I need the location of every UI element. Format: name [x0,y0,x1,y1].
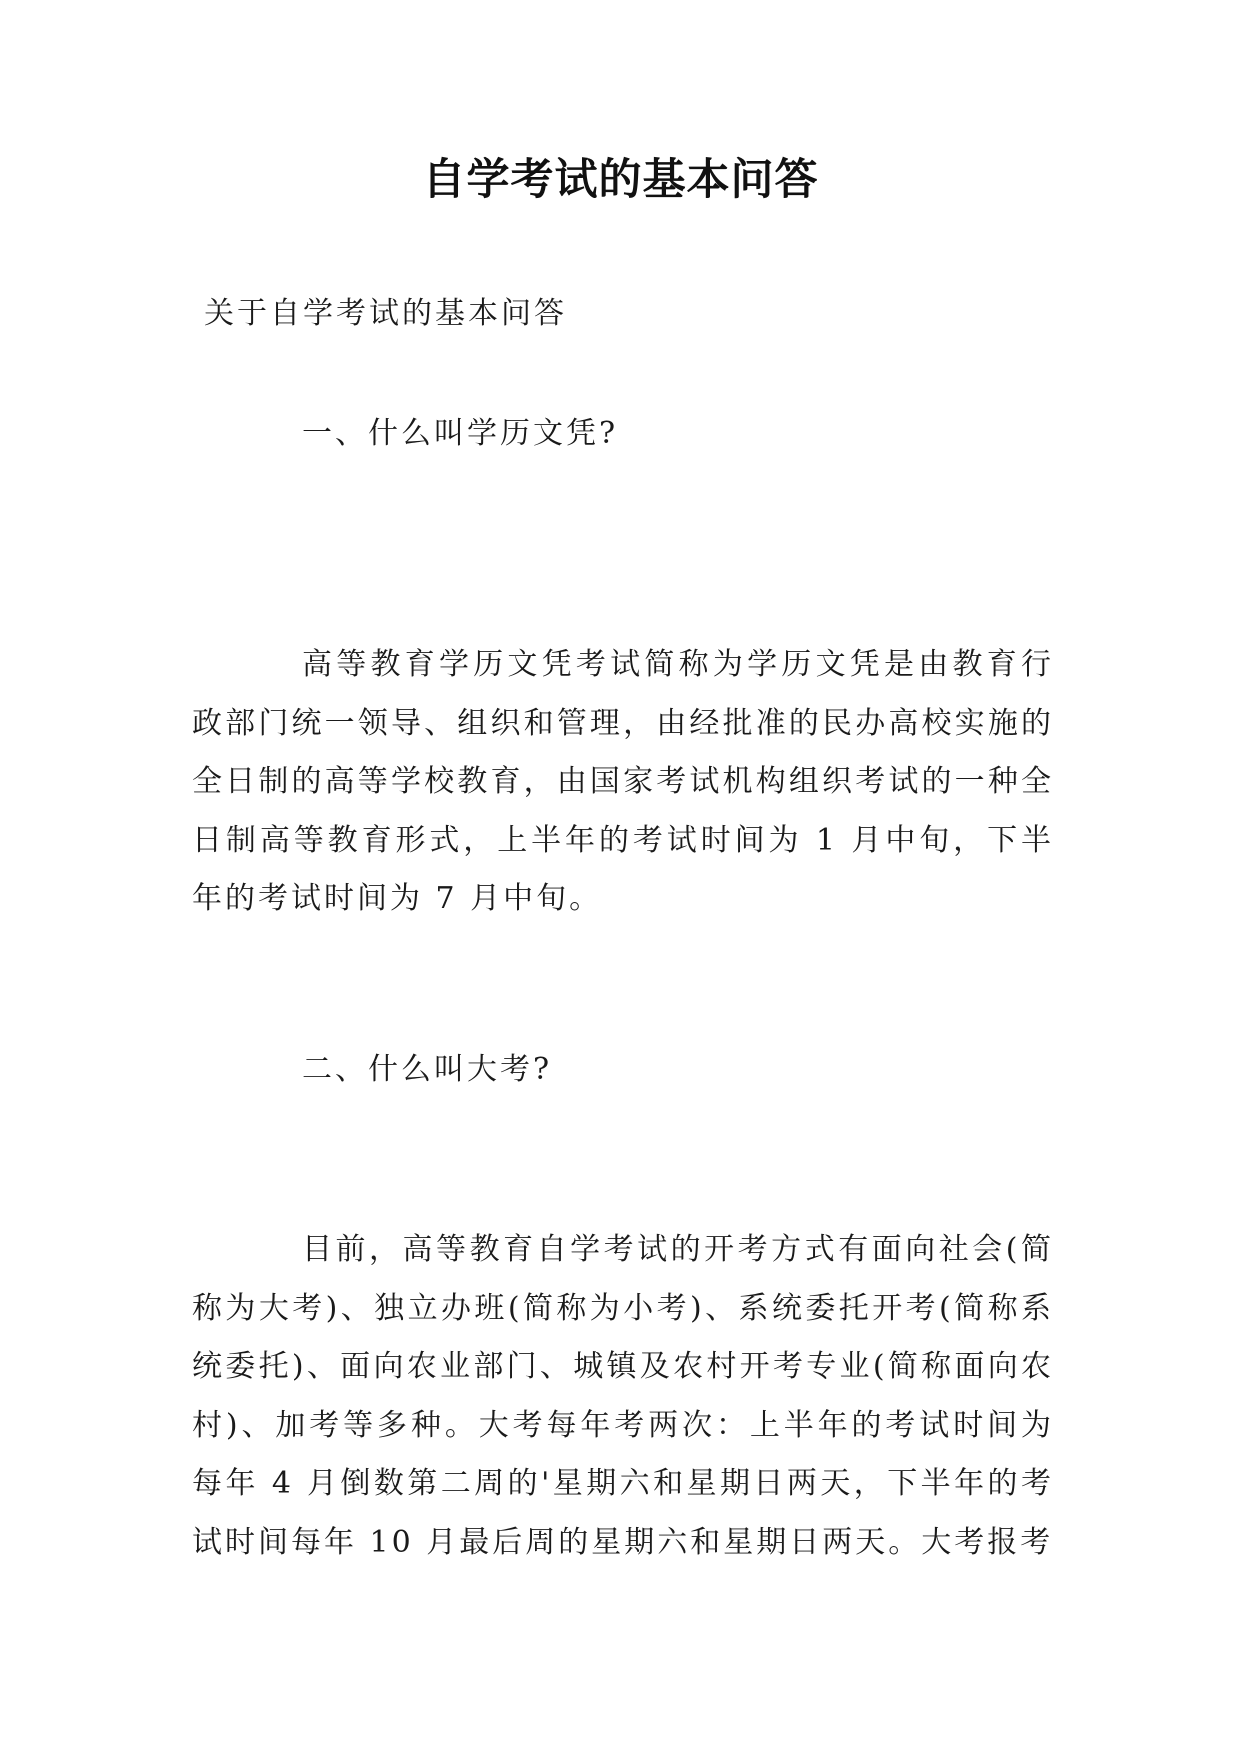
section-paragraph-1: 高等教育学历文凭考试简称为学历文凭是由教育行政部门统一领导、组织和管理，由经批准的民办高校实施的全日制的高等学校教育，由国家考试机构组织考试的一种全日制高等教育形式，上半年的考试时间为 1 月中旬，下半年的考试时间为 7 月中旬。 [192,647,1054,916]
section-paragraph-2: 目前，高等教育自学考试的开考方式有面向社会(简称为大考)、独立办班(简称为小考)、系统委托开考(简称系统委托)、面向农业部门、城镇及农村开考专业(简称面向农村)、加考等多种。大考每年考两次：上半年的考试时间为每年 4 月倒数第二周的'星期六和星期日两天，下半年的考试时间每年 10 月最后周的星期六和星期日两天。大考报考 [192,1232,1054,1560]
section-heading-1: 一、什么叫学历文凭? [302,416,619,451]
document-subtitle: 关于自学考试的基本问答 [204,296,567,331]
section-heading-2: 二、什么叫大考? [302,1052,553,1087]
document-title: 自学考试的基本问答 [422,155,819,205]
